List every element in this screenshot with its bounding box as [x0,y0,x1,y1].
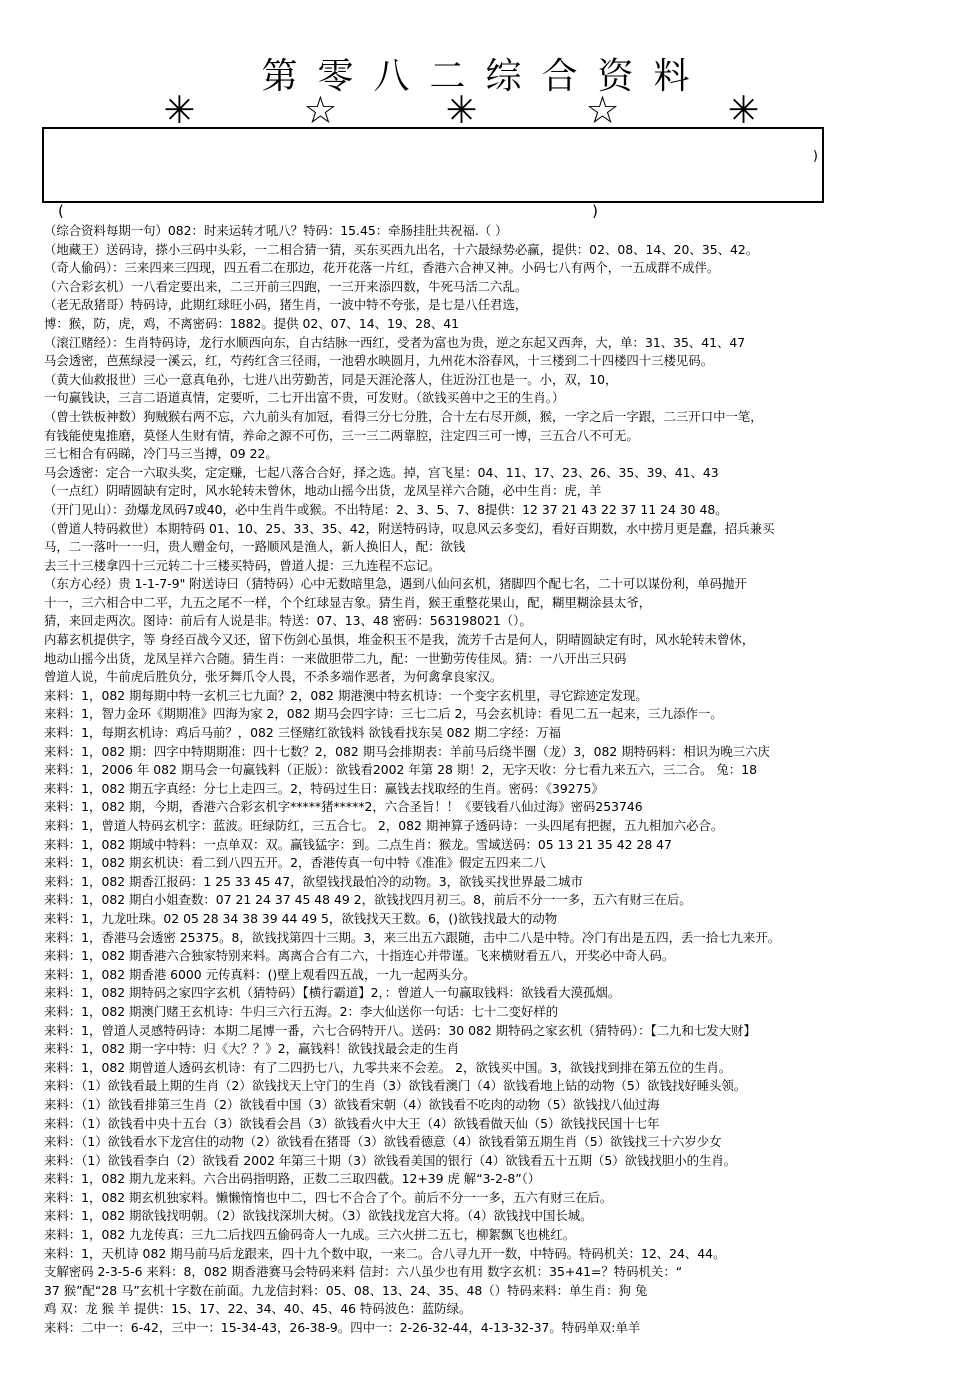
text-line: 来料：1，082 期玄机诀：看二到八四五开。2，香港传真一句中特《准准》假定五四来二八 [44,855,546,871]
text-line: 来料：1，香港马会透密 25375。8，欲钱找第四十三期。3，来三出五六跟随，击中二八是中特。冷门有出是五四，丢一拾七九来开。 [44,929,781,945]
text-line: 十一，三六相合中二平，九五之尾不一样，个个红球显吉象。猜生肖，猴王重整花果山，配，糊里糊涂县太爷， [44,594,652,610]
text-line: 去三十三楼拿四十三元转二十三楼买特码，曾道人提：三九连程不忘记。 [44,557,441,573]
text-line: 曾道人说，牛前虎后胜负分，张牙舞爪令人畏，不杀多端作恶者，为何禽拿良家汉。 [44,669,503,685]
text-line: （六合彩玄机）一八看定要出来，二三开前三四跑，一三开来添四数，牛死马活二六乱。 [44,278,528,294]
text-line: 来料：1，082 期九龙来料。六合出码指明路，正数二三取四截。12+39 虎 解“3-2-8”（） [44,1171,541,1187]
text-line: （东方心经）贵 1-1-7-9" 附送诗曰（猜特码）心中无数暗里急，遇到八仙问玄机，猪脚四个配七名，二十可以谋份利，单码抛开 [44,576,747,592]
text-line: 猜，来回走两次。图诗：前后有人说是非。特送：07、13、48 密码：563198021（）。 [44,613,532,629]
text-line: （滚江赌经）：生肖特码诗，龙行水顺西向东，自古结脉一西红，受者为富也为贵，逆之东起又西奔，大，单：31、35、41、47 [44,334,746,350]
text-line: 来料：（1）欲钱看排第三生肖（2）欲钱看中国（3）欲钱看宋朝（4）欲钱看不吃肉的动物（5）欲钱找八仙过海 [44,1096,660,1112]
text-line: 来料：1，082 期欲钱找明朝。（2）欲钱找深圳大树。（3）欲钱找龙宫大将。（4）欲钱找中国长城。 [44,1208,593,1224]
text-line: 来料：1，082 期香江报码：1 25 33 45 47，欲望钱找最怕冷的动物。3，欲钱买找世界最二城市 [44,873,583,889]
text-line: 马会透密：定合一六取头奖，定定赚，七起八落合合好，择之选。掉，宫飞星：04、11、17、23、26、35、39、41、43 [44,464,719,480]
paren-left: ( [58,202,64,220]
text-line: 来料：1，082 期五字真经：分七上走四三。2，特码过生日：赢钱去找取经的生肖。密码：《39275》 [44,780,604,796]
text-line: （曾道人特码救世）本期特码 01、10、25、33、35、42，附送特码诗，叹息风云多变幻，看好百期数，水中捞月更是蠢，招兵兼买 [44,520,775,536]
notice-box [42,127,824,203]
text-line: 来料：（1）欲钱看最上期的生肖（2）欲钱找天上守门的生肖（3）欲钱看澳门（4）欲钱看地上钻的动物（5）欲钱找好睡头领。 [44,1078,747,1094]
text-line: 来料：1，曾道人灵感特码诗：本期二尾博一番，六七合码特开八。送码：30 082 期特码之家玄机（猜特码）：【二九和七发大财】 [44,1022,756,1038]
text-line: （开门见山）：劲爆龙凤码7或40，必中生肖牛或猴。不出特尾：2、3、5、7、8提供：12 37 21 43 22 37 11 24 30 48。 [44,501,728,517]
text-line: 内幕玄机提供字，等 身经百战今又还，留下伤剑心虽惧，堆金积玉不是我，流芳千古是何人，阴晴圆缺定有时，风水轮转未曾休， [44,632,755,648]
text-line: 马会透密，芭蕉绿浸一溪云，红，芍药红含三径雨，一池碧水映圆月，九州花木浴春风，十三楼到二十四楼四十三楼见码。 [44,353,714,369]
text-line: 来料：1，曾道人特码玄机字：蓝波。旺绿防红，三五合七。 2，082 期神算子透码诗：一头四尾有把握，五九相加六必合。 [44,818,724,833]
content-body [44,222,944,1338]
text-line: 来料：1，082 期玄机独家料。懒懒惰惰也中二，四七不合合了个。前后不分一一多，五六有财三在后。 [44,1189,613,1205]
text-line: 来料：二中一：6-42，三中一：15-34-43，26-38-9。四中一：2-26-32-44，4-13-32-37。特码单双:单羊 [44,1320,641,1336]
text-line: 来料：1，082 期，今期，香港六合彩玄机字*****猪*****2，六合圣旨！！《要钱看八仙过海》密码253746 [44,799,643,815]
text-line: 三七相合有码睇，冷门马三当搏，09 22。 [44,446,278,462]
text-line: 鸡 双：龙 猴 羊 提供：15、17、22、34、40、45、46 特码波色：蓝防绿。 [44,1301,472,1317]
text-line: 来料：1，082 期特码之家四字玄机（猜特码）【横行霸道】2，：曾道人一句赢取钱料：欲钱看大漠孤烟。 [44,985,621,1001]
text-line: 有钱能使鬼推磨，莫怪人生财有情，养命之源不可伤，三一三二两靠腔，注定四三可一博，三五合八不可无。 [44,427,639,443]
text-line: 来料：1，082 期每期中特一玄机三七九面？2，082 期港澳中特玄机诗：一个变字玄机里，寻它踪迹定发现。 [44,687,648,703]
text-line: 一句赢钱诀，三言二语道真情，定要听，二七开出富不贵，可发财。（欲钱买兽中之王的生肖。） [44,390,565,406]
text-line: 来料：1，082 期澳门赌王玄机诗：牛归三六行五海。2：李大仙送你一句话：七十二变好样的 [44,1003,559,1019]
text-line: 来料：1，天机诗 082 期马前马后龙跟来，四十九个数中取，一来二。合八寻九开一数，中特码。特码机关：12、24、44。 [44,1245,726,1261]
text-line: （地藏王）送码诗，搽小三码中头彩，一二相合猜一猜，买东买西九出名，十六最绿势必赢，提供：02、08、14、20、35、42。 [44,241,759,257]
text-line: （曾士铁板神数）狗贼猴右两不忘，六九前头有加冠，看得三分七分胜，合十左右尽开颜，猴，一字之后一字跟，二三开口中一笔， [44,408,763,424]
text-line: （黄大仙救报世）三心一意真龟孙，七进八出劳勤苦，同是天涯沦落人，住近汾江也是一。小，双，10， [44,371,618,387]
text-line: 来料：（1）欲钱看中央十五台（3）欲钱看会昌（3）欲钱看火中大王（4）欲钱看做天仙（5）欲钱找民国十七年 [44,1115,660,1131]
text-line: 马，二一落叶一一归，贵人赠金句，一路顺风是渔人，新人换旧人，配：欲钱 [44,539,466,555]
text-line: 支解密码 2-3-5-6 来料：8，082 期香港赛马会特码来料 信封：六八虽少也有用 数字玄机：35+41=？特码机关：“ [44,1264,683,1280]
blank-parentheses [58,202,598,220]
text-line: 来料：1，082 期曾道人透码玄机诗：有了二四扔七八，九零共来不会差。 2，欲钱买中国。3，欲钱找到排在第五位的生肖。 [44,1059,732,1075]
text-line: 来料：1，082 期：四字中特期期准：四十七数？2，082 期马会排期表：羊前马后绕半圈（龙）3，082 期特码料：相识为晚三六庆 [44,743,770,759]
text-line: 地动山摇今出货，龙凤呈祥六合随。猜生肖：一来做胆带二九，配：一世勤劳传佳凤。猜：一八开出三只码 [44,650,627,666]
text-line: 来料：1，082 期香港六合独家特别来料。离离合合有二六，十指连心并带谨。飞来横财看五八，开奖必中奇人码。 [44,948,675,964]
text-line: （一点红）阴晴圆缺有定时，风水轮转未曾休，地动山摇今出货，龙凤呈祥六合随，必中生肖：虎，羊 [44,483,602,499]
star-decoration: ✳ ☆ ✳ ☆ ✳ [163,88,808,132]
text-line: 来料：1，每期玄机诗：鸡后马前？，082 三怪赌红欲钱料 欲钱看找东吴 082 期二字经：万福 [44,725,561,741]
text-line: 来料：1，082 期一字中特：归《大？？》2，赢钱料！欲钱找最会走的生肖 [44,1041,460,1057]
text-line: 来料：1，082 期白小姐查数：07 21 24 37 45 48 49 2，欲钱找四月初三。8，前后不分一一多，五六有财三在后。 [44,892,692,908]
paren-right: ) [592,202,598,220]
text-line: 来料：1，082 九龙传真：三九二后找四五偷码奇人一九成。三六火拼二五七，柳絮飘飞也桃红。 [44,1227,576,1243]
text-line: 来料：1，082 期香港 6000 元传真料：()壁上观看四五战，一九一起两头分。 [44,966,476,982]
text-line: 来料：1，082 期域中特料：一点单双：双。赢钱猛字：到。二点生肖：猴龙。雪域送码：05 13 21 35 42 28 47 [44,836,672,852]
box-paren: ) [812,149,818,164]
text-line: 37 猴”配“28 马”玄机十字数在前面。九龙信封料：05、08、13、24、35、48（）特码来料：单生肖：狗 兔 [44,1282,648,1298]
text-line: （奇人偷码）：三来四来三四现，四五看二在那边，花开花落一片红，香港六合神又神。小码七八有两个，一五成群不成伴。 [44,260,720,276]
text-line: （综合资料每期一句）082：时来运转才吼八？特码：15.45：牵肠挂肚共祝福.（ ） [44,223,508,238]
text-line: 来料：1，2006 年 082 期马会一句赢钱料（正版）：欲钱看2002 年第 28 期！2，无字天收：分七看九来五六，三二合。 兔：18 [44,762,757,778]
page-title: 第零八二综合资料 [261,56,710,97]
text-line: 博：猴，防，虎，鸡，不离密码：1882。提供 02、07、14、19、28、41 [44,315,460,331]
text-line: （老无敌猪哥）特码诗，此期红球旺小码，猪生肖，一波中特不夸张，是七是八任君选， [44,297,528,313]
text-line: 来料：（1）欲钱看水下龙宫住的动物（2）欲钱看在猪哥（3）欲钱看德意（4）欲钱看第五期生肖（5）欲钱找三十六岁少女 [44,1134,722,1150]
text-line: 来料：1，智力金环《期期准》四海为家 2，082 期马会四字诗：三七二后 2，马会玄机诗：看见二五一起来，三九添作一。 [44,706,723,722]
text-line: 来料：（1）欲钱看李白（2）欲钱看 2002 年第三十期（3）欲钱看美国的银行（4）欲钱看五十五期（5）欲钱找胆小的生肖。 [44,1152,737,1168]
text-line: 来料：1，九龙吐珠。02 05 28 34 38 39 44 49 5，欲钱找天王数。6，()欲钱找最大的动物 [44,910,558,926]
